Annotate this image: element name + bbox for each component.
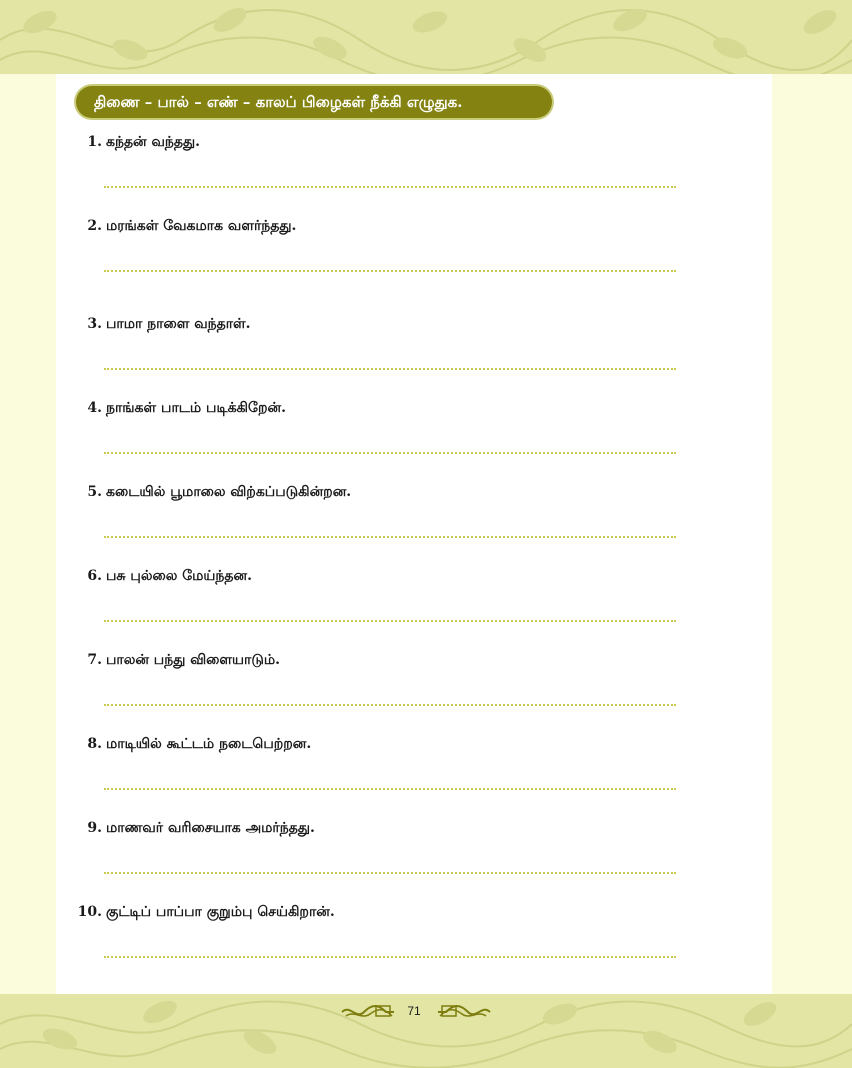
answer-line-7[interactable] bbox=[104, 704, 676, 706]
answer-line-1[interactable] bbox=[104, 186, 676, 188]
question-1 bbox=[74, 134, 694, 152]
question-text: பாலன் பந்து விளையாடும். bbox=[106, 652, 280, 668]
right-ornament-icon bbox=[436, 1002, 492, 1022]
exercise-heading: திணை – பால் – எண் – காலப் பிழைகள் நீக்கி எழுதுக. bbox=[76, 86, 552, 118]
question-8 bbox=[74, 736, 694, 754]
bottom-decorative-band bbox=[0, 994, 852, 1068]
question-text: குட்டிப் பாப்பா குறும்பு செய்கிறான். bbox=[106, 904, 335, 920]
question-number: 1. bbox=[87, 134, 102, 150]
question-4 bbox=[74, 400, 694, 418]
answer-line-6[interactable] bbox=[104, 620, 676, 622]
question-number: 8. bbox=[87, 736, 102, 752]
question-5 bbox=[74, 484, 694, 502]
question-3 bbox=[74, 316, 694, 334]
worksheet-area bbox=[56, 74, 772, 994]
question-number: 5. bbox=[87, 484, 102, 500]
question-text: மரங்கள் வேகமாக வளர்ந்தது. bbox=[106, 218, 297, 234]
question-number: 6. bbox=[87, 568, 102, 584]
question-6 bbox=[74, 568, 694, 586]
answer-line-8[interactable] bbox=[104, 788, 676, 790]
leaf-pattern-bottom bbox=[0, 994, 852, 1068]
question-text: மாடியில் கூட்டம் நடைபெற்றன. bbox=[106, 736, 312, 752]
question-number: 7. bbox=[87, 652, 102, 668]
question-number: 9. bbox=[87, 820, 102, 836]
question-text: கடையில் பூமாலை விற்கப்படுகின்றன. bbox=[106, 484, 352, 500]
question-text: பசு புல்லை மேய்ந்தன. bbox=[106, 568, 252, 584]
question-7 bbox=[74, 652, 694, 670]
question-number: 4. bbox=[87, 400, 102, 416]
question-9 bbox=[74, 820, 694, 838]
question-text: மாணவர் வரிசையாக அமர்ந்தது. bbox=[106, 820, 315, 836]
question-10 bbox=[74, 904, 694, 922]
question-number: 2. bbox=[87, 218, 102, 234]
leaf-pattern-top bbox=[0, 0, 852, 74]
question-number: 3. bbox=[87, 316, 102, 332]
top-decorative-band bbox=[0, 0, 852, 74]
question-2 bbox=[74, 218, 694, 236]
question-text: நாங்கள் பாடம் படிக்கிறேன். bbox=[106, 400, 286, 416]
question-number: 10. bbox=[77, 904, 102, 920]
answer-line-5[interactable] bbox=[104, 536, 676, 538]
left-ornament-icon bbox=[340, 1002, 396, 1022]
answer-line-9[interactable] bbox=[104, 872, 676, 874]
question-text: கந்தன் வந்தது. bbox=[106, 134, 201, 150]
answer-line-3[interactable] bbox=[104, 368, 676, 370]
answer-line-4[interactable] bbox=[104, 452, 676, 454]
answer-line-2[interactable] bbox=[104, 270, 676, 272]
question-text: பாமா நாளை வந்தாள். bbox=[106, 316, 251, 332]
page-number: 71 bbox=[407, 1004, 421, 1018]
answer-line-10[interactable] bbox=[104, 956, 676, 958]
